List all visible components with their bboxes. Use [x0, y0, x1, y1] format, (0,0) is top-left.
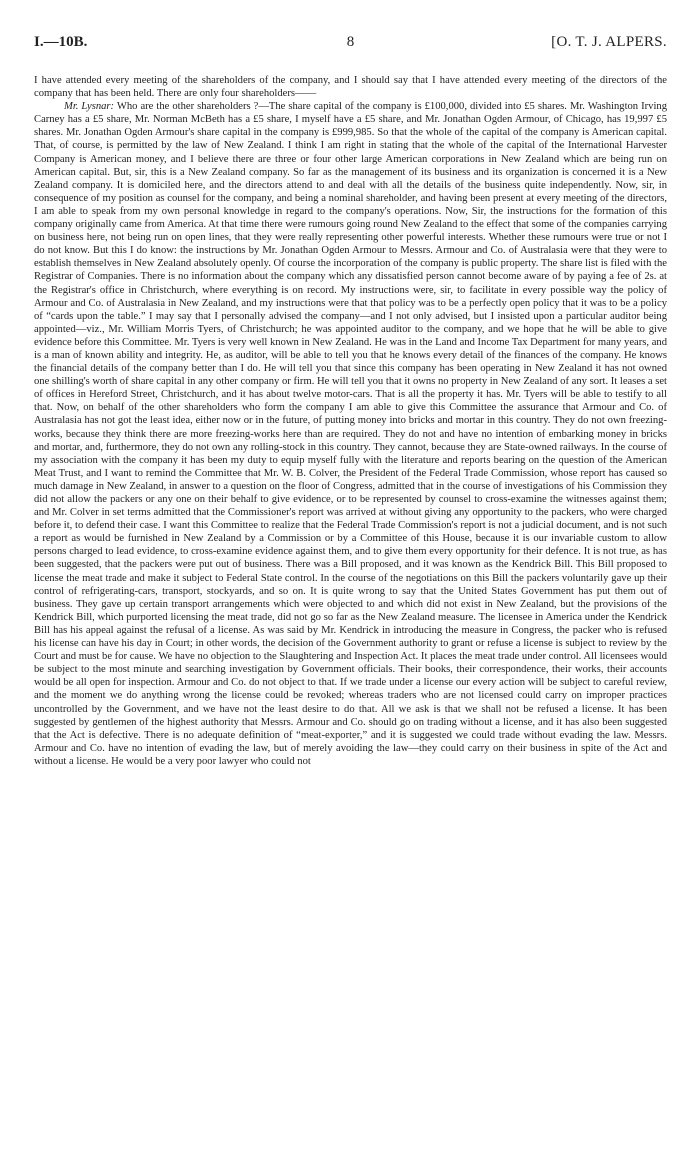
paragraph-text: I have attended every meeting of the shareholders of the company, and I should say that I have attended every meeting of the directors of the company that has been held. There are only four shareholders—— — [34, 75, 667, 100]
paper-reference: I.—10B. — [34, 34, 88, 50]
paragraph — [34, 100, 667, 768]
witness-name: [O. T. J. ALPERS. — [551, 34, 667, 50]
speaker-label: Mr. Lysnar: — [64, 101, 115, 113]
page-number: 8 — [346, 34, 355, 50]
body-text — [34, 74, 667, 768]
paragraph-text: Who are the other shareholders ?—The share capital of the company is £100,000, divided into £5 shares. Mr. Washington Irving Carney has a £5 share, Mr. Norman McBeth has a £5 share, I myself have a £5 share, and Mr. Jonathan Ogden Armour, of Chicago, has 19,997 £5 shares. Mr. Jonathan Ogden Armour's share capital in the company is £999,985. So that the whole of the capital of the company is American capital. That, of course, is permitted by the law of New Zealand. I think I am right in stating that the whole of the capital of the International Harvester Company is American money, and I believe there are three or four other large American corporations in New Zealand which are being run on American capital. But, sir, this is a New Zealand company. So far as the management of its business and its organization is concerned it is a New Zealand company. It is domiciled here, and the directors attend to and deal with all the details of the business quite independently. Now, sir, in consequence of my position as counsel for the company, and being a nominal shareholder, and having been present at every meeting of the directors, I am able to speak from my own personal knowledge in regard to the company's operations. Now, Sir, the instructions for the formation of this company originally came from America. At that time there were rumours going round New Zealand to the effect that some of the companies carrying on business here, not being run on open lines, that they were really representing other powerful interests. Whether these rumours were true or not I do not know. But this I do know: the instructions by Mr. Jonathan Ogden Armour to Messrs. Armour and Co. of Australasia were that they were to establish themselves in New Zealand absolutely openly. Of course the incorporation of the company is public property. The share list is filed with the Registrar of Companies. There is no information about the company which any dissatisfied person cannot become aware of by paying a fee of 2s. at the Registrar's office in Christchurch, where everything is on record. My instructions were, sir, to facilitate in every possible way the policy of Armour and Co. of Australasia in New Zealand, and my instructions were that that policy was to be a perfectly open policy that it was to be a policy of “cards upon the table.” I may say that I personally advised the company—and I not only advised, but I insisted upon a particular auditor being appointed—viz., Mr. William Morris Tyers, of Christchurch; he was appointed auditor to the company, and we hope that he will be able to give evidence before this Committee. Mr. Tyers is very well known in New Zealand. He was in the Land and Income Tax Department for many years, and is a man of known ability and integrity. He, as auditor, will be able to tell you that he knows every detail of the finances of the company. He knows the financial details of the company better than I do. He will tell you that since this company has been operating in New Zealand it has not owned one shilling's worth of share capital in any other company or firm. He will tell you that it owns no property in New Zealand of any sort. It leases a set of offices in Hereford Street, Christchurch, and it has about twelve motor-cars. That is all the property it has. Mr. Tyers will be able to testify to all that. Now, on behalf of the other shareholders who form the company I am able to give this Committee the assurance that Armour and Co. of Australasia has not got the least idea, either now or in the future, of putting money into bricks and mortar in this country. They do not own freezing-works, because they think there are more freezing-works here than are required. They do not and have no intention of embarking money in bricks and mortar, and, furthermore, they do not own any rolling-stock in this country. They cannot, because they are State-owned railways. In the course of my association with the company it has been my duty to equip myself fully with the literature and reports bearing on the question of the American Meat Trust, and I want to remind the Committee that Mr. W. B. Colver, the President of the Federal Trade Commission, whose report has caused so much damage in New Zealand, in answer to a question on the floor of Congress, admitted that in the course of investigations of his Commission they did not allow the packers or any one on their behalf to give evidence, or to be represented by counsel to cross-examine the witnesses against them; and Mr. Colver in set terms admitted that the Commissioner's report was arrived at without giving any opportunity to the packers, who were charged before it, to defend their case. I want this Committee to realize that the Federal Trade Commission's report is not a judicial document, and is not such a report as would be furnished in New Zealand by a Commission or by a Committee of this House, because it is our invariable custom to allow persons charged to lead evidence, to cross-examine evidence against them, and to give them every opportunity for their defence. It is not true, as has been suggested, that the packers were put out of business. There was a Bill proposed, and it was known as the Kendrick Bill. This Bill proposed to license the meat trade and make it subject to Federal State control. In the course of the negotiations on this Bill the packers voluntarily gave up their control of refrigerating-cars, transport, stockyards, and so on. It is quite wrong to say that the United States Government has put them out of business. They gave up certain transport arrangements which were objected to and which did not exist in New Zealand, but the provisions of the Kendrick Bill, which purported licensing the meat trade, did not go so far as the New Zealand measure. The licensee in America under the Kendrick Bill has his appeal against the refusal of a license. As was said by Mr. Kendrick in introducing the measure in Congress, the packer who is refused his license can have his day in Court; in other words, the decision of the Government authority to grant or refuse a license is subject to review by the Court and must be for cause. We have no objection to the Slaughtering and Inspection Act. It places the meat trade under control. All licensees would be subject to the most minute and searching investigation by Government officials. Their books, their correspondence, their works, their accounts would be all open for inspection. Armour and Co. do not object to that. If we trade under a license our every action will be subject to careful review, and the moment we do anything wrong the license could be revoked; whereas traders who are not licensed could carry on improper practices uncontrolled by the Government, and we have not the least desire to do that. All we ask is that we shall not be refused a license. It has been suggested by gentlemen of the highest authority that Messrs. Armour and Co. should go on trading without a license, and it has also been suggested that the Act is defective. There is no adequate definition of “meat-exporter,” and it is suggested we could trade without evading the law. Messrs. Armour and Co. have no intention of evading the law, but of merely avoiding the law—they could carry on their business in spite of the Act and without a license. He would be a very poor lawyer who could not — [34, 101, 667, 767]
page-header — [34, 34, 667, 56]
paragraph — [34, 74, 667, 100]
